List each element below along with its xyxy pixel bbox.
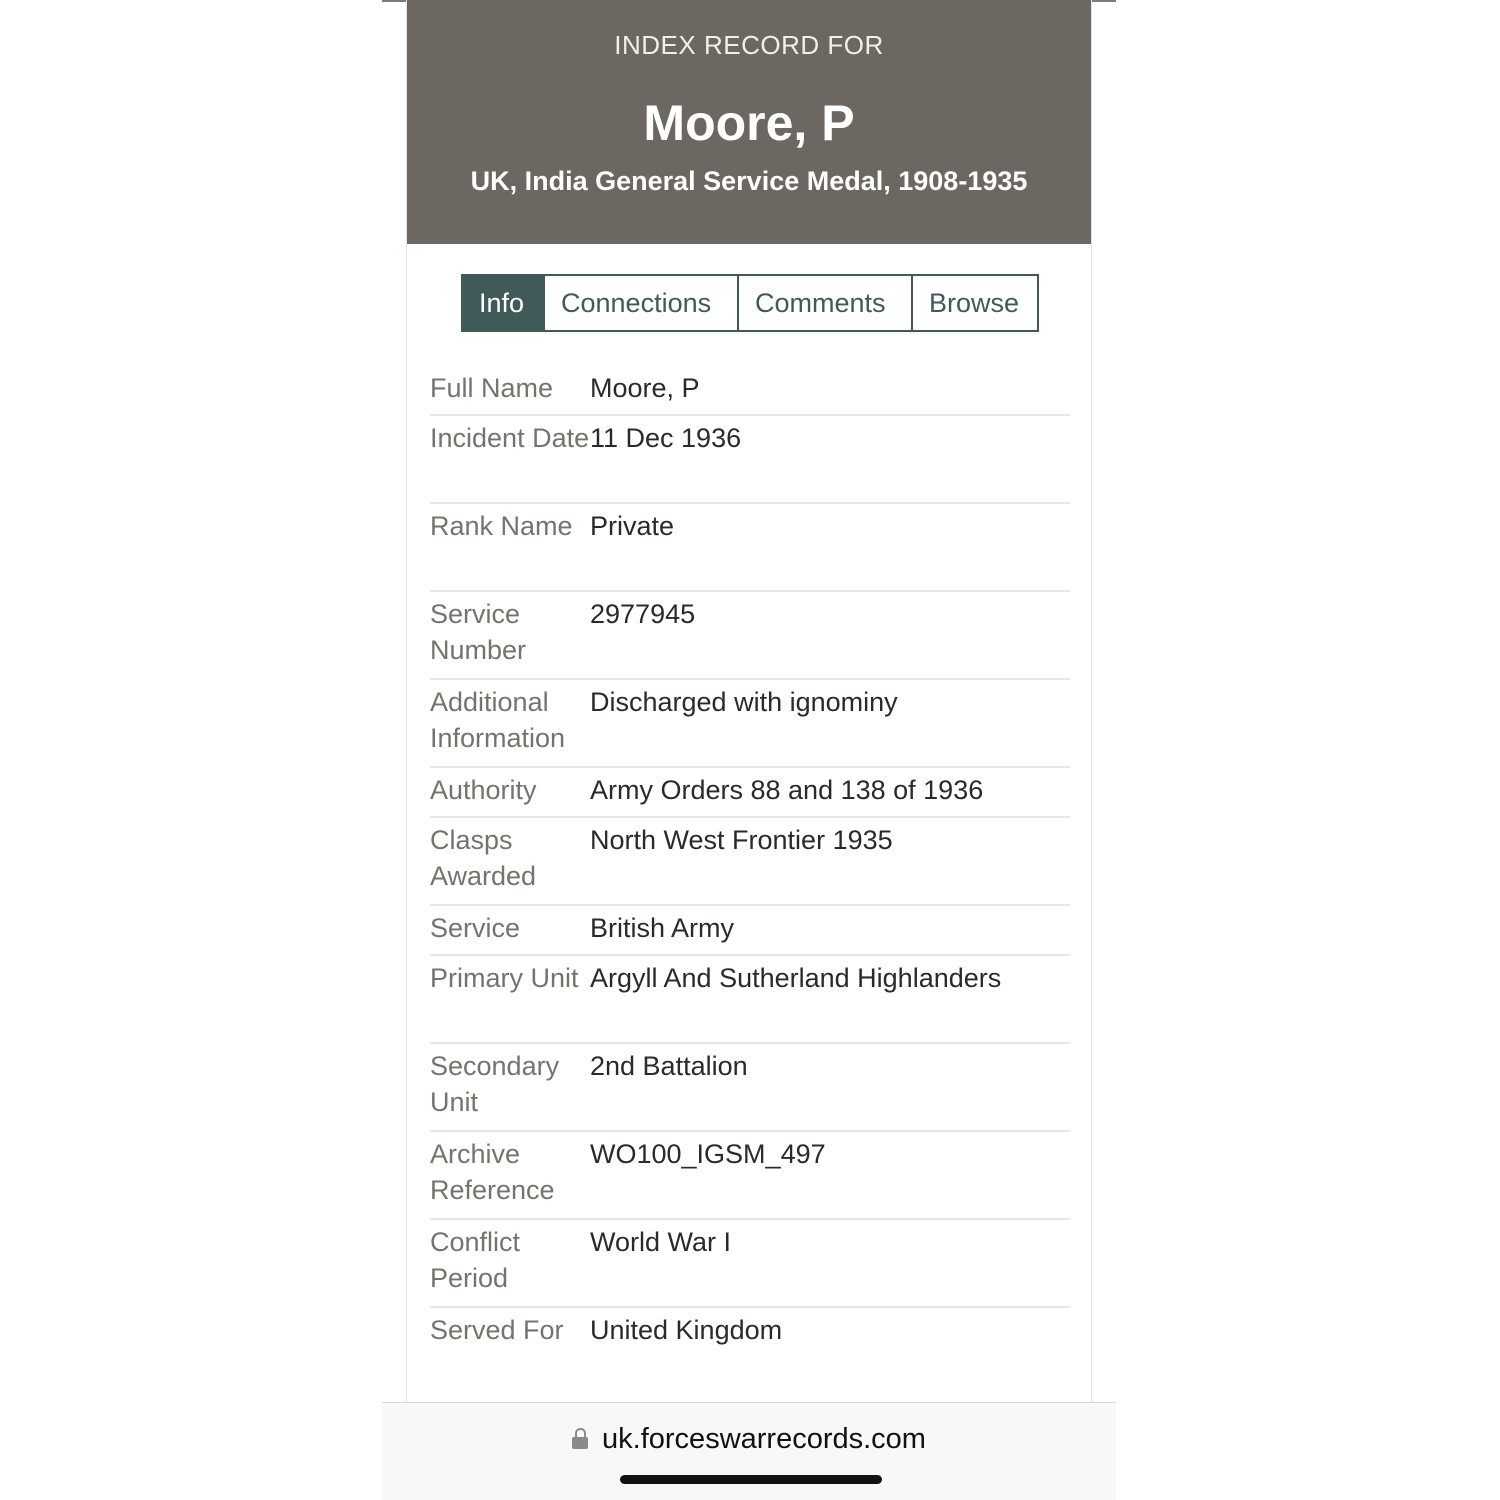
page-title: Moore, P	[643, 95, 855, 151]
field-label: Primary Unit	[430, 963, 579, 993]
table-row	[430, 1220, 1070, 1308]
record-card	[406, 0, 1092, 1402]
table-row	[430, 504, 1070, 592]
tab-browse[interactable]: Browse	[911, 276, 1037, 330]
field-label: Additional Information	[430, 687, 566, 753]
field-label: Service Number	[430, 599, 527, 665]
table-row	[430, 366, 1070, 416]
field-value: Private	[590, 511, 675, 541]
field-value: 2977945	[590, 599, 696, 629]
field-value: World War I	[590, 1227, 732, 1257]
field-label: Rank Name	[430, 511, 573, 541]
record-tabs	[461, 274, 1039, 332]
table-row	[430, 1044, 1070, 1132]
url-field[interactable]	[382, 1423, 1116, 1456]
field-value: WO100_IGSM_497	[590, 1139, 826, 1169]
field-value: Army Orders 88 and 138 of 1936	[590, 775, 984, 805]
field-label: Service	[430, 913, 521, 943]
field-label: Served For	[430, 1315, 564, 1345]
home-indicator[interactable]	[620, 1475, 882, 1484]
field-value: Discharged with ignominy	[590, 687, 898, 717]
field-label: Conflict Period	[430, 1227, 521, 1293]
field-label: Secondary Unit	[430, 1051, 560, 1117]
table-row	[430, 592, 1070, 680]
tab-comments[interactable]: Comments	[737, 276, 911, 330]
record-details-table	[430, 366, 1070, 1396]
field-value: United Kingdom	[590, 1315, 783, 1345]
table-row	[430, 416, 1070, 504]
field-value: Argyll And Sutherland Highlanders	[590, 963, 1002, 993]
browser-address-bar	[382, 1402, 1116, 1500]
field-value: British Army	[590, 913, 735, 943]
table-row	[430, 1132, 1070, 1220]
tab-connections[interactable]: Connections	[543, 276, 737, 330]
field-label: Incident Date	[430, 423, 590, 453]
field-label: Full Name	[430, 373, 554, 403]
table-row	[430, 768, 1070, 818]
table-row	[430, 1308, 1070, 1396]
table-row	[430, 818, 1070, 906]
lock-icon	[572, 1428, 588, 1450]
field-label: Authority	[430, 775, 537, 805]
record-collection-title: UK, India General Service Medal, 1908-1935	[470, 166, 1028, 196]
table-row	[430, 956, 1070, 1044]
table-row	[430, 680, 1070, 768]
record-header	[407, 0, 1091, 244]
field-value: 2nd Battalion	[590, 1051, 748, 1081]
tab-info[interactable]: Info	[463, 276, 543, 330]
phone-screen	[382, 0, 1116, 1500]
field-value: Moore, P	[590, 373, 700, 403]
field-label: Archive Reference	[430, 1139, 555, 1205]
field-value: 11 Dec 1936	[590, 423, 742, 453]
url-text[interactable]: uk.forceswarrecords.com	[602, 1423, 926, 1455]
table-row	[430, 906, 1070, 956]
header-kicker: INDEX RECORD FOR	[614, 30, 884, 60]
field-value: North West Frontier 1935	[590, 825, 893, 855]
field-label: Clasps Awarded	[430, 825, 537, 891]
